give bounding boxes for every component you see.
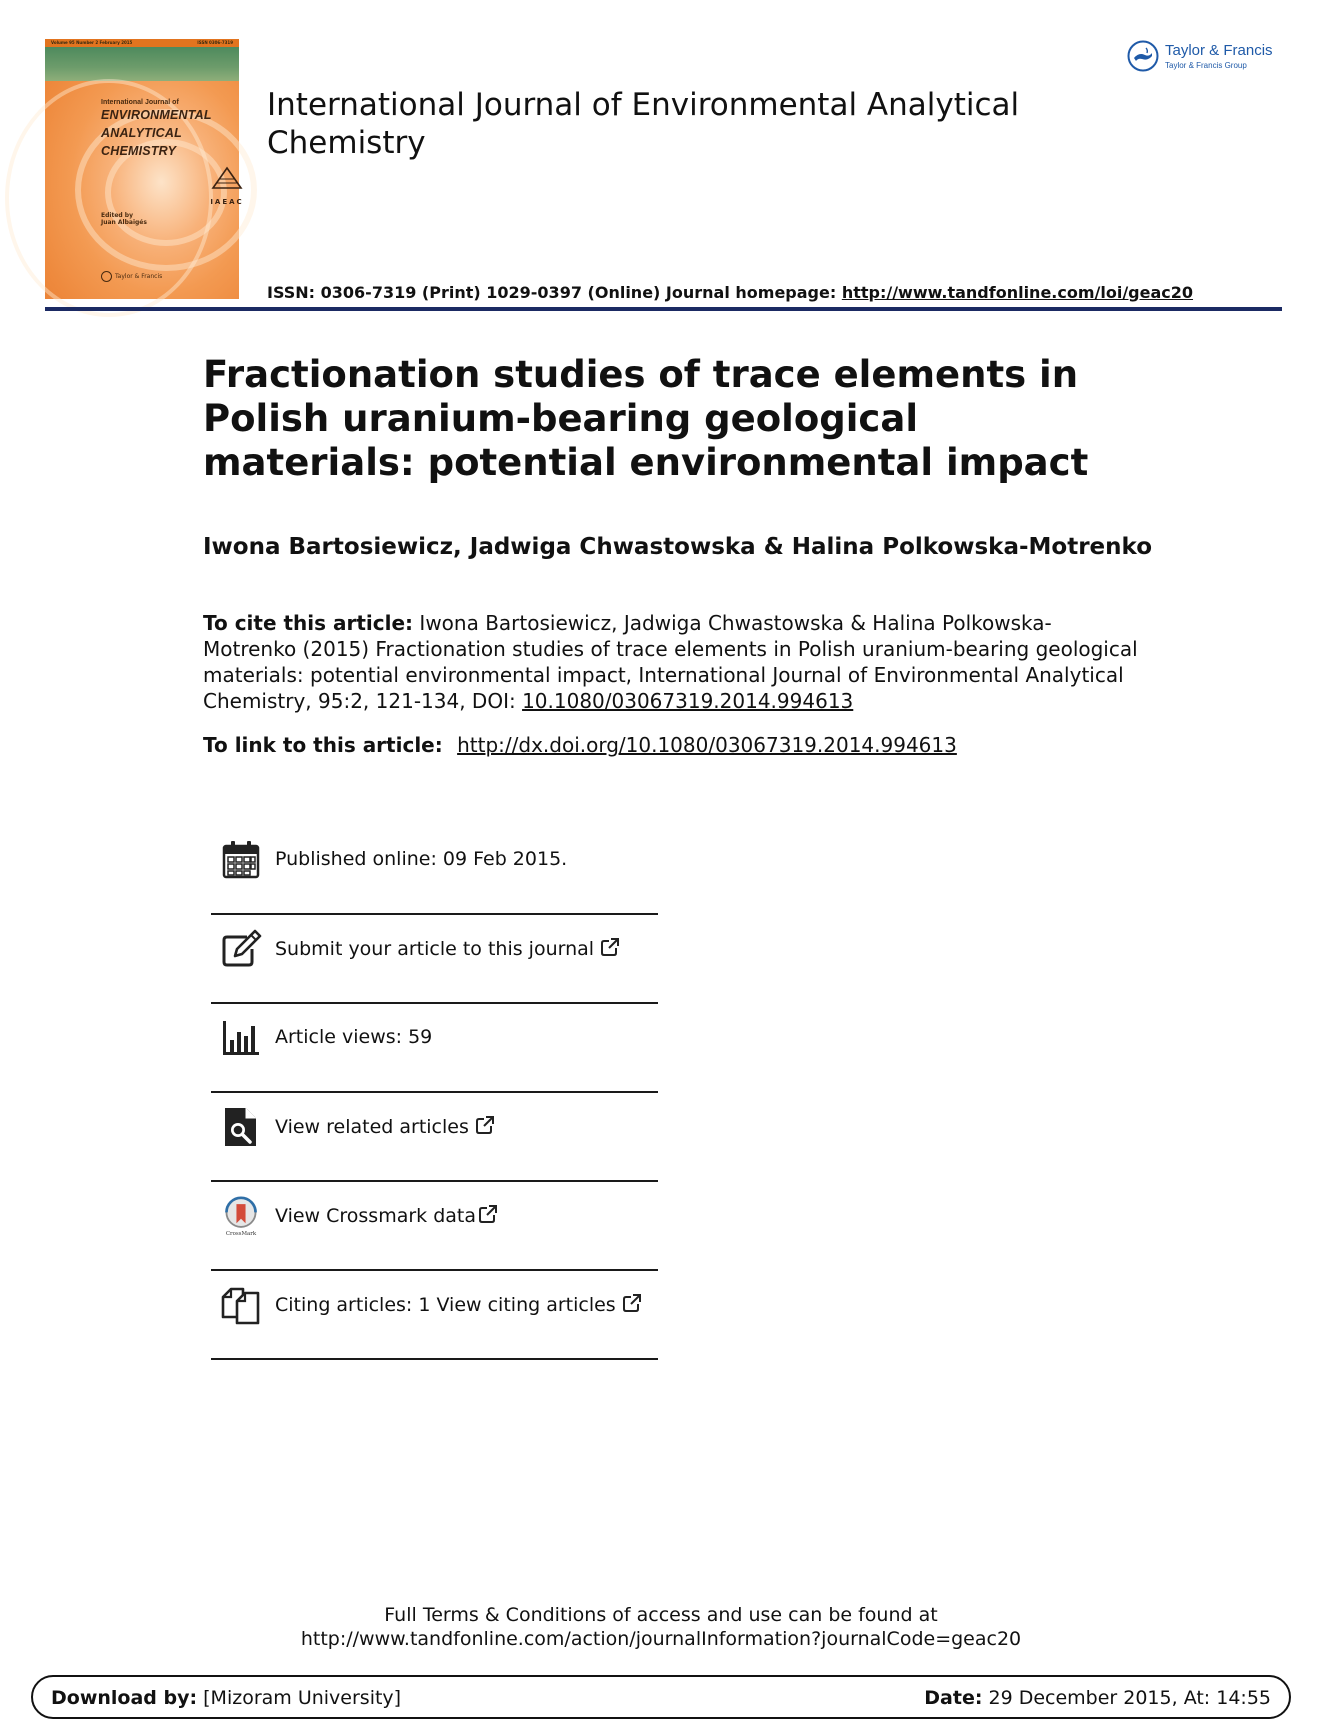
crossmark-label: View Crossmark data bbox=[275, 1205, 477, 1227]
submit-article-label: Submit your article to this journal bbox=[275, 938, 595, 960]
published-online-row bbox=[211, 826, 658, 915]
download-by-value: [Mizoram University] bbox=[197, 1687, 402, 1709]
cover-big-title-3: CHEMISTRY bbox=[101, 144, 177, 158]
cite-label: To cite this article: bbox=[203, 611, 414, 635]
edit-icon bbox=[221, 929, 261, 969]
cover-org: IAEAC bbox=[210, 198, 244, 206]
article-views-label: Article views: 59 bbox=[275, 1026, 433, 1048]
article-title: Fractionation studies of trace elements in Polish uranium-bearing geological materials: potential environmental impact bbox=[203, 353, 1089, 484]
external-link-icon bbox=[600, 937, 620, 957]
terms-notice bbox=[0, 1603, 1322, 1651]
doi-link[interactable]: 10.1080/03067319.2014.994613 bbox=[522, 689, 854, 713]
calendar-icon bbox=[221, 840, 261, 880]
cover-publisher bbox=[101, 271, 162, 282]
crossmark-row[interactable] bbox=[211, 1182, 658, 1271]
citing-articles-row[interactable] bbox=[211, 1271, 658, 1360]
cover-green-band bbox=[45, 47, 239, 81]
terms-line-1: Full Terms & Conditions of access and use can be found at bbox=[384, 1604, 938, 1626]
taylor-francis-lamp-icon bbox=[1127, 40, 1159, 72]
citing-documents-icon bbox=[221, 1285, 261, 1325]
download-by-label: Download by: bbox=[51, 1687, 198, 1709]
citing-articles-link[interactable] bbox=[275, 1293, 642, 1316]
crossmark-link[interactable] bbox=[275, 1204, 498, 1227]
cover-top-strip bbox=[45, 39, 239, 47]
cite-text: Iwona Bartosiewicz, Jadwiga Chwastowska & Halina Polkowska-Motrenko (2015) Fractionation studies of trace elements in Polish uranium-bearing geological materials: potential environmental impact, International Journal of Environmental Analytical Chemistry, 95:2, 121-134, DOI: bbox=[203, 611, 1138, 713]
published-online-label: Published online: 09 Feb 2015. bbox=[275, 848, 568, 870]
cover-editor bbox=[101, 212, 147, 226]
cover-small-title: International Journal of bbox=[101, 99, 179, 106]
submit-article-row[interactable] bbox=[211, 915, 658, 1004]
cover-iaeac-logo bbox=[195, 167, 259, 208]
related-articles-label: View related articles bbox=[275, 1116, 469, 1138]
journal-homepage-link[interactable]: http://www.tandfonline.com/loi/geac20 bbox=[841, 283, 1194, 302]
svg-text:CrossMark: CrossMark bbox=[225, 1231, 257, 1238]
terms-url[interactable]: http://www.tandfonline.com/action/journalInformation?journalCode=geac20 bbox=[300, 1628, 1022, 1650]
external-link-icon bbox=[475, 1115, 495, 1135]
header-rule bbox=[45, 307, 1282, 311]
article-link[interactable]: http://dx.doi.org/10.1080/03067319.2014.994613 bbox=[457, 733, 957, 757]
citation-block bbox=[203, 610, 1143, 714]
download-date-label: Date: bbox=[924, 1687, 983, 1709]
search-document-icon bbox=[221, 1107, 261, 1147]
publisher-group: Taylor & Francis Group bbox=[1165, 61, 1247, 70]
article-link-line bbox=[203, 733, 957, 757]
download-info-bar bbox=[31, 1675, 1291, 1719]
cover-publisher-logo-icon bbox=[101, 271, 112, 282]
cover-big-title-2: ANALYTICAL bbox=[101, 126, 182, 140]
external-link-icon bbox=[478, 1204, 498, 1224]
submit-article-link[interactable] bbox=[275, 937, 620, 960]
journal-cover-image bbox=[45, 39, 244, 299]
cover-publisher-name: Taylor & Francis bbox=[115, 273, 163, 280]
cover-big-title-1: ENVIRONMENTAL bbox=[101, 108, 212, 122]
cover-editor-name: Juan Albaigés bbox=[101, 219, 147, 226]
pyramid-icon bbox=[212, 167, 242, 189]
related-articles-row[interactable] bbox=[211, 1093, 658, 1182]
related-articles-link[interactable] bbox=[275, 1115, 495, 1138]
download-date bbox=[924, 1687, 1271, 1709]
article-authors: Iwona Bartosiewicz, Jadwiga Chwastowska & Halina Polkowska-Motrenko bbox=[203, 534, 1153, 560]
article-views-row bbox=[211, 1004, 658, 1093]
bar-chart-icon bbox=[221, 1018, 261, 1058]
external-link-icon bbox=[622, 1293, 642, 1313]
cover-issn-line: ISSN 0306-7319 bbox=[197, 40, 233, 45]
cover-volume-line: Volume 95 Number 2 February 2015 bbox=[51, 40, 133, 45]
link-label: To link to this article: bbox=[203, 733, 443, 757]
download-by bbox=[51, 1687, 401, 1709]
crossmark-icon bbox=[221, 1196, 261, 1236]
citing-articles-label: Citing articles: 1 View citing articles bbox=[275, 1294, 616, 1316]
download-date-value: 29 December 2015, At: 14:55 bbox=[982, 1687, 1271, 1709]
journal-title: International Journal of Environmental Analytical Chemistry bbox=[267, 87, 1020, 161]
issn-text: ISSN: 0306-7319 (Print) 1029-0397 (Online) Journal homepage: bbox=[267, 283, 837, 302]
cover-title bbox=[101, 99, 251, 160]
publisher-name: Taylor & Francis bbox=[1165, 42, 1273, 59]
article-info-list bbox=[211, 826, 658, 1360]
issn-line bbox=[267, 283, 1193, 302]
cover-edited-by: Edited by bbox=[101, 212, 133, 219]
